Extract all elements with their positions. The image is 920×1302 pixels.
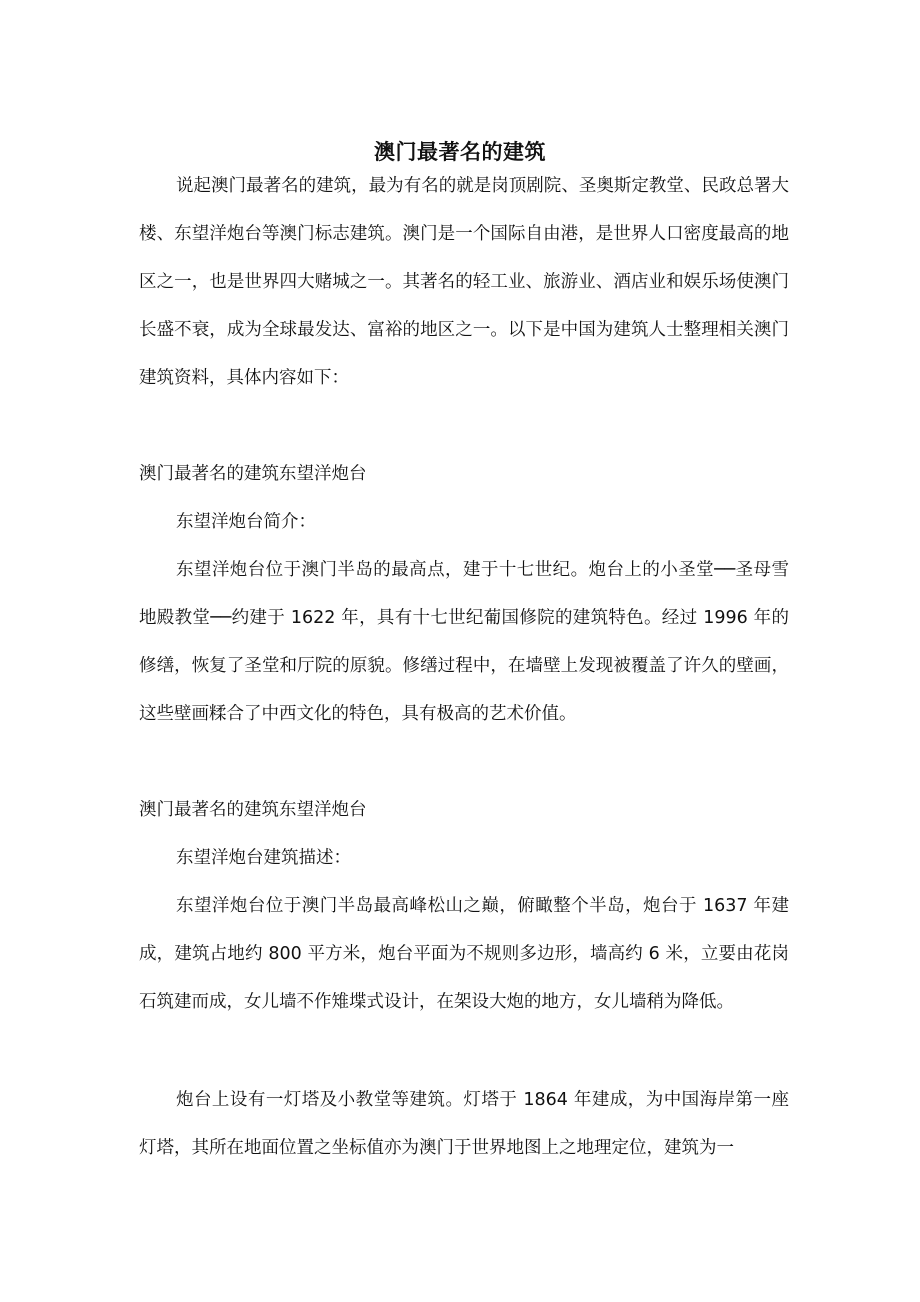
section-subheading-1: 东望洋炮台简介： — [176, 512, 316, 532]
section-1-paragraph: 东望洋炮台位于澳门半岛的最高点，建于十七世纪。炮台上的小圣堂──圣母雪地殿教堂──约建于 1622 年，具有十七世纪葡国修院的建筑特色。经过 1996 年的修缮，恢复了圣堂和厅院的原貌。修缮过程中，在墙壁上发现被覆盖了许久的壁画，这些壁画糅合了中西文化的特色，具有极高的艺术价值。 — [139, 560, 789, 724]
intro-paragraph: 说起澳门最著名的建筑，最为有名的就是岗顶剧院、圣奥斯定教堂、民政总署大楼、东望洋炮台等澳门标志建筑。澳门是一个国际自由港，是世界人口密度最高的地区之一，也是世界四大赌城之一。其著名的轻工业、旅游业、酒店业和娱乐场使澳门长盛不衰，成为全球最发达、富裕的地区之一。以下是中国为建筑人士整理相关澳门建筑资料，具体内容如下： — [139, 176, 789, 388]
section-2-paragraph-2: 炮台上设有一灯塔及小教堂等建筑。灯塔于 1864 年建成，为中国海岸第一座灯塔，其所在地面位置之坐标值亦为澳门于世界地图上之地理定位，建筑为一 — [139, 1090, 789, 1158]
section-2-paragraph-1: 东望洋炮台位于澳门半岛最高峰松山之巅，俯瞰整个半岛，炮台于 1637 年建成，建筑占地约 800 平方米，炮台平面为不规则多边形，墙高约 6 米，立要由花岗石筑建而成，女儿墙不作雉堞式设计，在架设大炮的地方，女儿墙稍为降低。 — [139, 896, 789, 1012]
section-heading-2: 澳门最著名的建筑东望洋炮台 — [139, 800, 367, 820]
document-title: 澳门最著名的建筑 — [374, 140, 546, 165]
section-subheading-2: 东望洋炮台建筑描述： — [176, 848, 351, 868]
section-heading-1: 澳门最著名的建筑东望洋炮台 — [139, 464, 367, 484]
